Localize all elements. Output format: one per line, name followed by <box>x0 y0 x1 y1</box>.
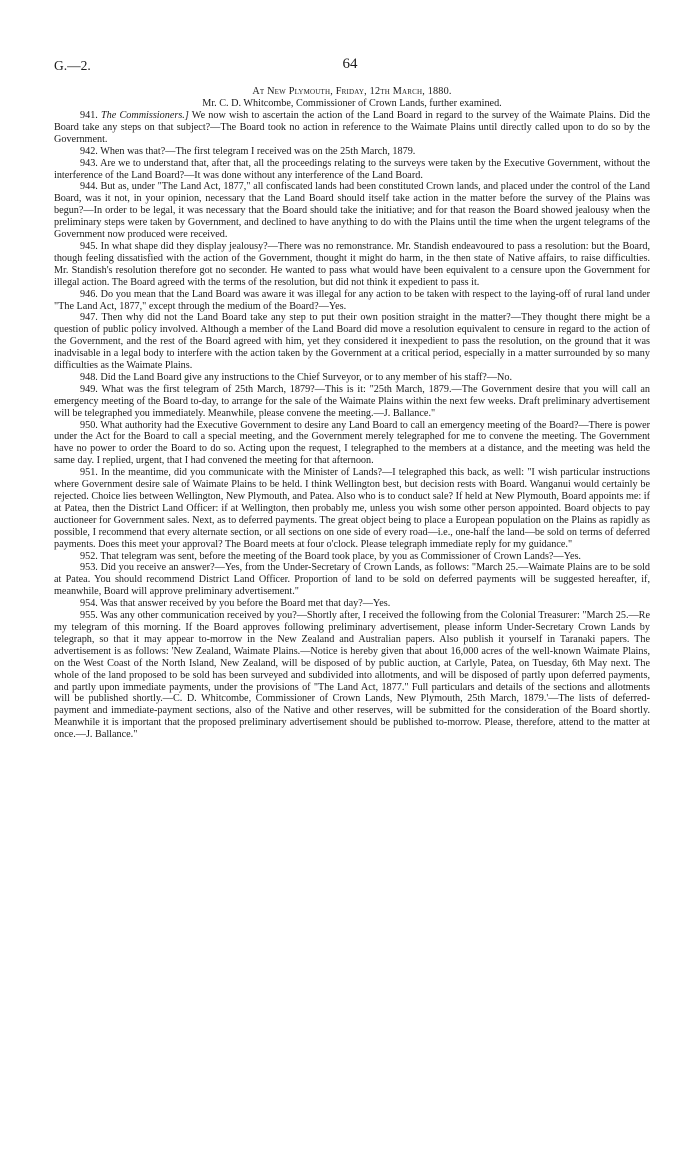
question-number: 945. <box>80 240 98 252</box>
question-text: We now wish to ascertain the action of the Land Board in regard to the survey of the Waimate Plains. Did the Board take any steps on that subject?—The Board took no action in reference to the Waimate Plains until directly called upon to do so by the Government. <box>54 110 650 145</box>
question-paragraph <box>54 158 650 182</box>
question-text: But as, under "The Land Act, 1877," all confiscated lands had been constituted Crown lands, and placed under the control of the Land Board, was it not, in your opinion, necessary that the Land Board should itself take action in the matter before the survey of the Plains was begun?—In order to be legal, it was necessary that the Board should take the initiative; and for that reason the Board showed jealousy when the preliminary steps were taken by Government, and declined to have anything to do with the Plains until the time when the urgent telegrams of the Government now produced were received. <box>54 181 651 241</box>
question-number: 952. <box>80 550 98 562</box>
question-paragraph <box>54 312 650 372</box>
question-text: Then why did not the Land Board take any step to put their own position straight in the matter?—They thought there might be a question of public policy involved. Although a member of the Land Board did move a resolution equivalent to censure in regard to the action of the Government, and the rest of the Board agreed with him, yet they considered it inexpedient to pass the resolution, on the ground that it was inadvisable in a legal body to interfere with the action taken by the Government at a critical period, especially in a matter surrounded by so many difficulties as the Waimate Plains. <box>54 312 650 372</box>
question-paragraph <box>54 241 650 289</box>
question-paragraph <box>54 146 650 158</box>
page-number: 64 <box>342 56 358 72</box>
question-lead: The Commissioners.] <box>101 110 189 121</box>
document-body <box>54 86 650 741</box>
question-paragraph <box>54 384 650 420</box>
question-number: 950. <box>80 419 98 431</box>
question-text: Did the Land Board give any instructions to the Chief Surveyor, or to any member of his staff?—No. <box>100 371 513 383</box>
question-paragraph <box>54 610 650 741</box>
question-number: 949. <box>80 383 98 395</box>
question-text: When was that?—The first telegram I received was on the 25th March, 1879. <box>100 145 416 157</box>
question-paragraph <box>54 562 650 598</box>
question-text: That telegram was sent, before the meeting of the Board took place, by you as Commissioner of Crown Lands?—Yes. <box>100 550 581 562</box>
question-paragraph <box>54 598 650 610</box>
question-number: 951. <box>80 467 98 479</box>
question-number: 954. <box>80 598 98 610</box>
document-reference: G.—2. <box>54 58 91 73</box>
question-number: 944. <box>80 181 98 193</box>
question-paragraph <box>54 551 650 563</box>
question-paragraph <box>54 110 650 146</box>
session-heading: At New Plymouth, Friday, 12th March, 1880. <box>252 86 452 97</box>
question-text: Was that answer received by you before the Board met that day?—Yes. <box>100 598 391 610</box>
question-paragraph <box>54 181 650 241</box>
question-text: What authority had the Executive Government to desire any Land Board to call an emergency meeting of the Board?—There is power under the Act for the Board to call a special meeting, and the Government merely telegraphed for me to convene the meeting. The Government have no power to order the Board to do so. Acting upon the request, I telegraphed to the members at a distance, and the meeting was held the same day. I replied, urgent, that I had convened the meeting for that afternoon. <box>54 419 650 467</box>
page-header <box>54 58 646 78</box>
question-text: Did you receive an answer?—Yes, from the Under-Secretary of Crown Lands, as follows: "March 25.—Waimate Plains are to be sold at Patea. You should recommend District Land Officer. Proportion of land to be sold on deferred payments will be suggested hereafter, if, meanwhile, Board will approve preliminary advertisement." <box>54 562 650 598</box>
witness-line: Mr. C. D. Whitcombe, Commissioner of Crown Lands, further examined. <box>202 98 502 109</box>
question-number: 955. <box>80 610 98 622</box>
testimony-paragraphs <box>54 110 650 741</box>
question-paragraph <box>54 467 650 550</box>
question-text: In the meantime, did you communicate with the Minister of Lands?—I telegraphed this back, as well: "I wish particular instructions where Government desire sale of Waimate Plains to be held. I think Wellington best, but decision rests with Board. Wanganui would certainly be rejected. Choice lies between Wellington, New Plymouth, and Patea. Also who is to conduct sale? If held at New Plymouth, Board appoints me: if at Patea, then the District Land Officer: if at Wellington, then probably me, unless you wish some other person appointed. Board objects to pay auctioneer for Government sales. Next, as to deferred payments. The great object being to place a European population on the Plains as rapidly as possible, I recommend that every alternate section, or all sections on one side of every road—i.e., one-half the land—be sold on terms of deferred payments. Does this meet your approval? The Board meets at four o'clock. Please telegraph immediate reply for my guidance." <box>54 467 651 550</box>
question-number: 946. <box>80 288 98 300</box>
question-text: Do you mean that the Land Board was aware it was illegal for any action to be taken with respect to the laying-off of rural land under "The Land Act, 1877," except through the medium of the Board?—Yes. <box>54 288 651 312</box>
question-number: 953. <box>80 562 98 574</box>
question-number: 941. <box>80 110 98 121</box>
question-text: Are we to understand that, after that, all the proceedings relating to the surveys were taken by the Executive Government, without the interference of the Land Board?—It was done without any interference of the Land Board. <box>54 157 651 181</box>
question-text: In what shape did they display jealousy?—There was no remonstrance. Mr. Standish endeavoured to pass a resolution: but the Board, though feeling dissatisfied with the action of the Government, thought it might do harm, in the then state of Native affairs, to raise difficulties. Mr. Standish's resolution therefore got no seconder. He wanted to pass what would have been equivalent to a censure upon the Government for illegal action. The Board agreed with the terms of the resolution, but did not think it expedient to pass it. <box>54 240 650 288</box>
question-number: 943. <box>80 157 98 169</box>
question-paragraph <box>54 289 650 313</box>
question-paragraph <box>54 372 650 384</box>
question-text: Was any other communication received by you?—Shortly after, I received the following from the Colonial Treasurer: "March 25.—Re my telegram of this morning. If the Board approves following preliminary advertisement, please inform Under-Secretary Crown Lands by telegraph, so that it may appear to-morrow in the New Zealand and Australian papers. Also publish it yourself in Taranaki papers. The advertisement is as follows: 'New Zealand, Waimate Plains.—Notice is hereby given that about 16,000 acres of the well-known Waimate Plains, on the West Coast of the North Island, New Zealand, will be disposed of by public auction, at Carlyle, Patea, on Tuesday, 6th May next. The whole of the land proposed to be sold has been surveyed and subdivided into allotments, and will be disposed of partly upon deferred payments, and partly upon immediate payments, under the provisions of "The Land Act, 1877." Full particulars and details of the sections and allotments will be published shortly.—C. D. Whitcombe, Commissioner of Crown Lands, New Plymouth, 25th March, 1879.'—The lists of deferred-payment and immediate-payment sections, also of the Native and other reserves, will be submitted for the consideration of the Board shortly. Meanwhile it is important that the proposed preliminary advertisement should be published to-morrow. Please, therefore, attend to the matter at once.—J. Ballance." <box>54 610 650 741</box>
question-number: 948. <box>80 371 98 383</box>
question-number: 942. <box>80 145 98 157</box>
question-paragraph <box>54 420 650 468</box>
question-text: What was the first telegram of 25th March, 1879?—This is it: "25th March, 1879.—The Government desire that you will call an emergency meeting of the Board to-day, to arrange for the sale of the Waimate Plains within the next few weeks. Draft preliminary advertisement will be telegraphed you immediately. Meanwhile, please convene the meeting.—J. Ballance." <box>54 383 650 419</box>
question-number: 947. <box>80 312 98 324</box>
